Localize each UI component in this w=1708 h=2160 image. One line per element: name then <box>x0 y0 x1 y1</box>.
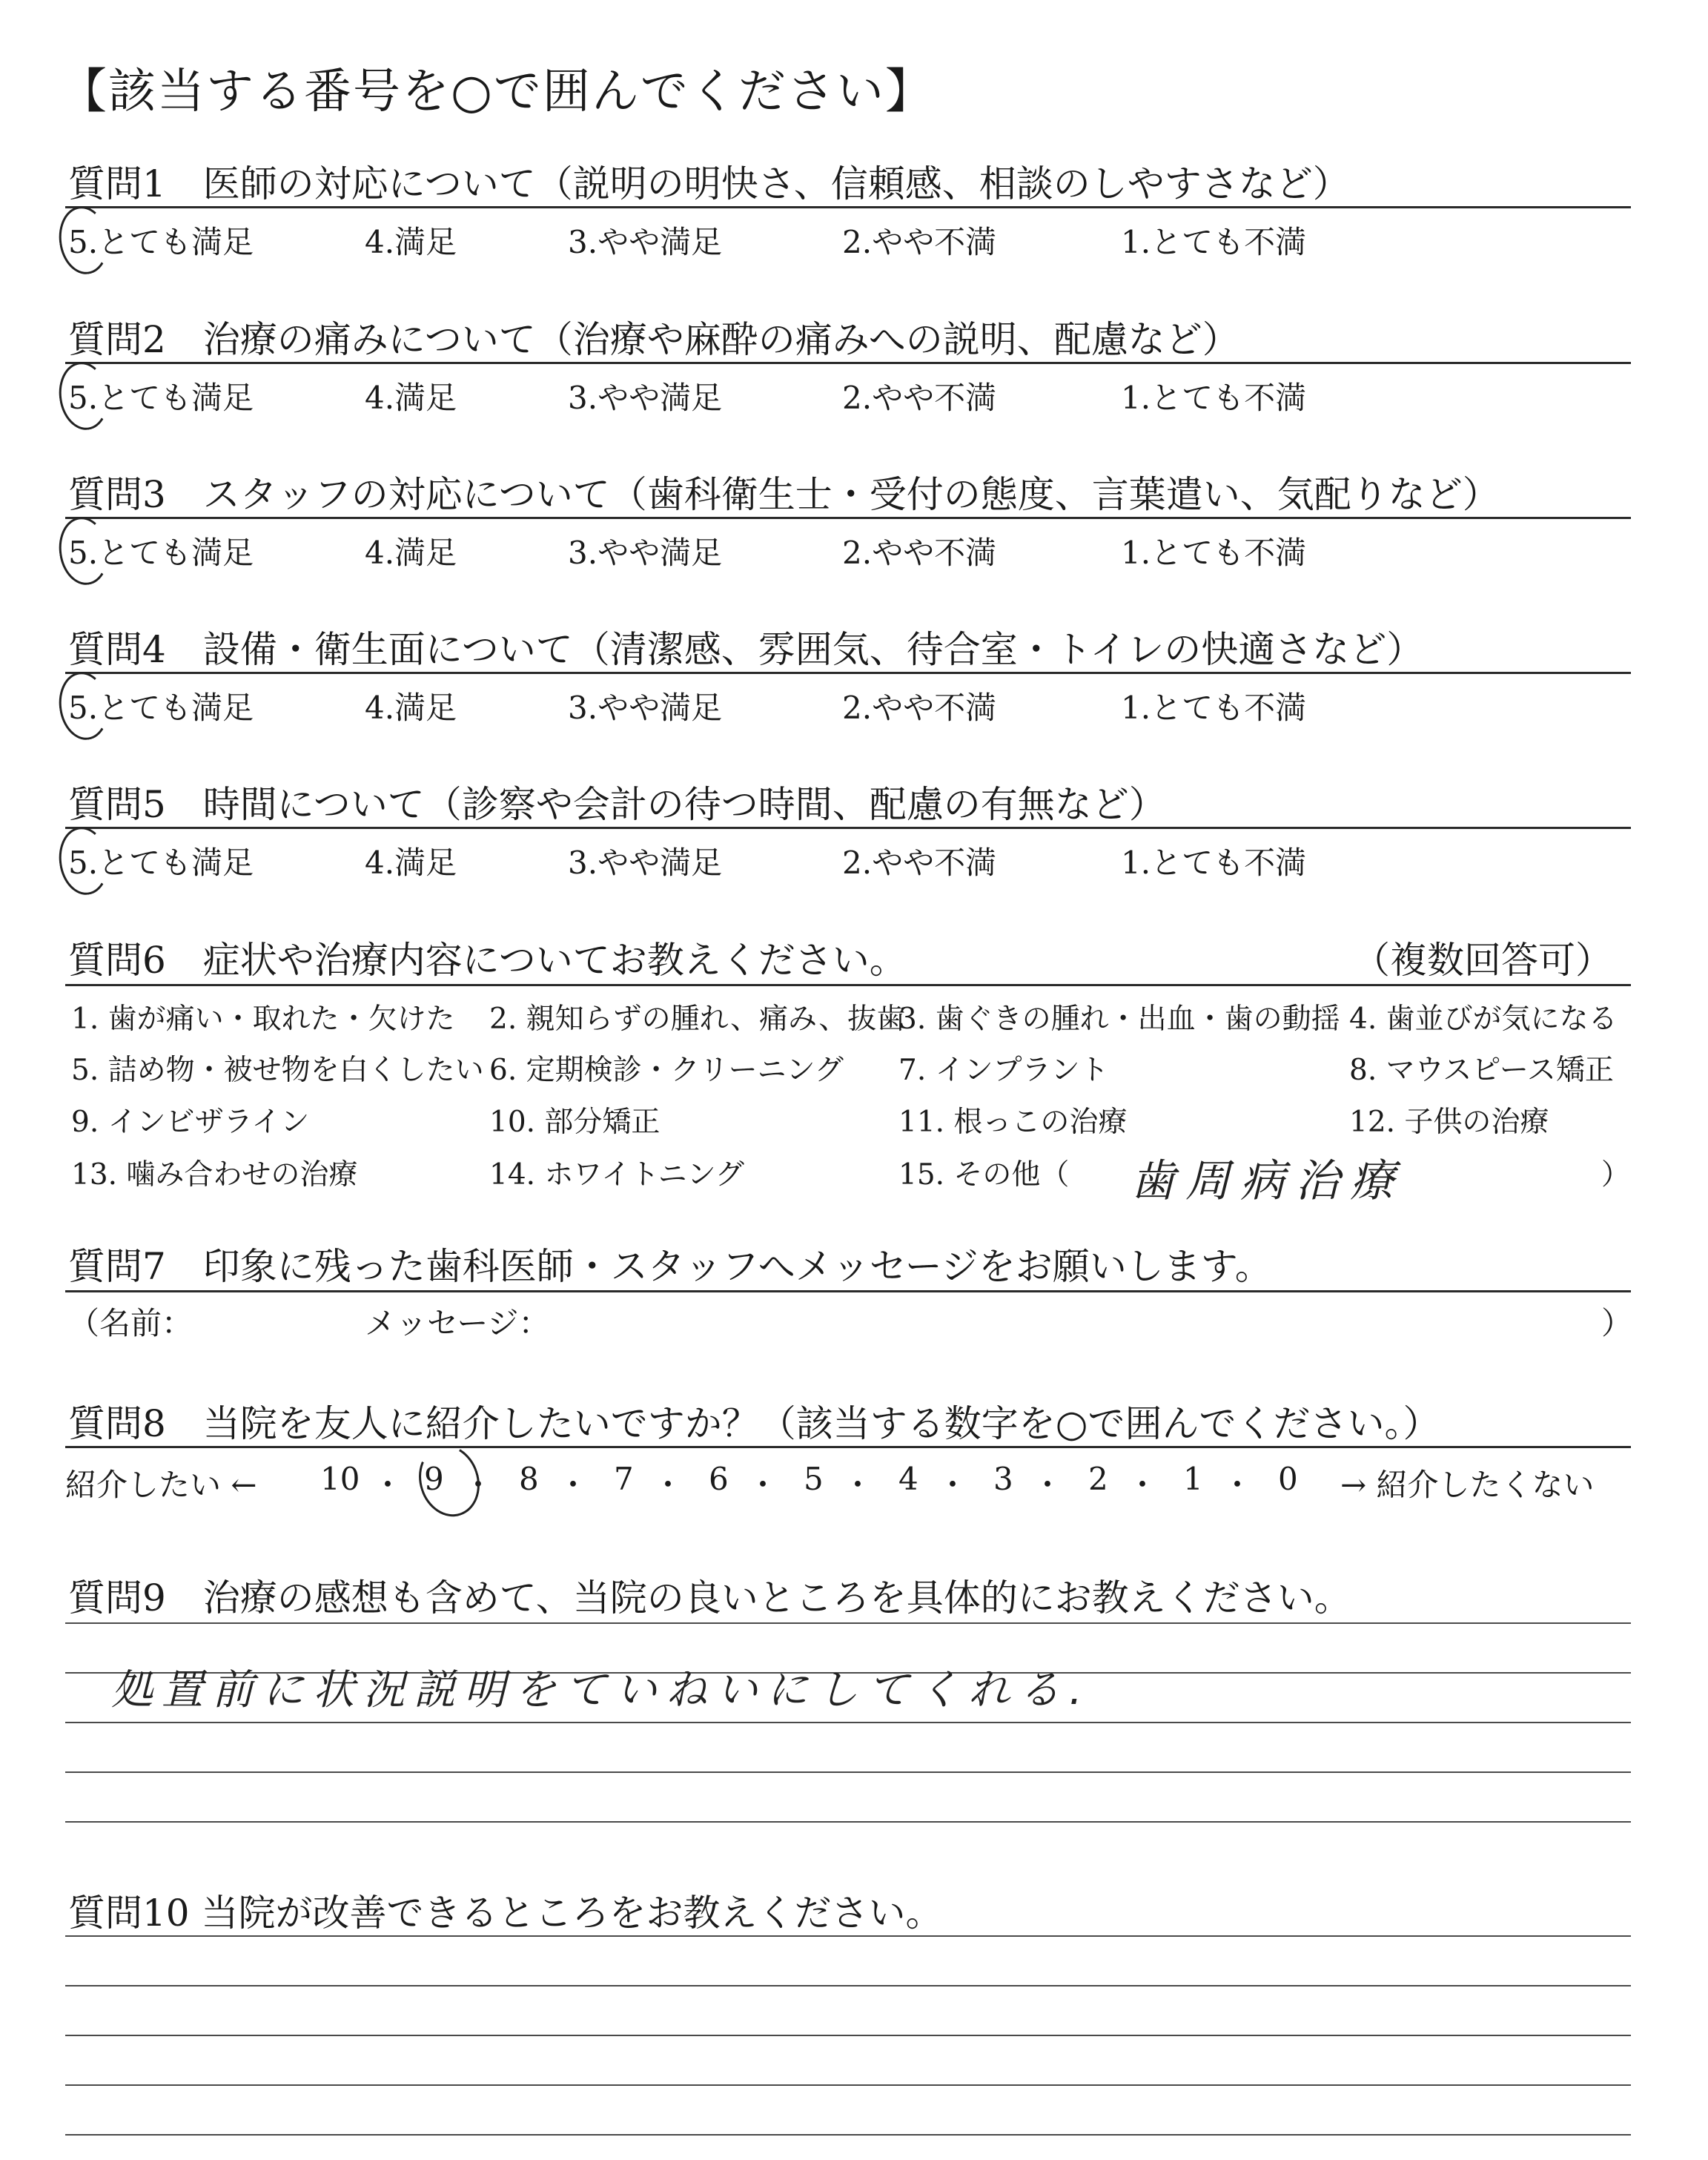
q6-option[interactable]: 3. 歯ぐきの腫れ・出血・歯の動揺 <box>898 1003 1340 1036</box>
q6-note: （複数回答可） <box>1353 939 1612 982</box>
q8-separator: ・ <box>937 1467 969 1503</box>
q6-option[interactable]: 15. その他（ <box>898 1158 1070 1192</box>
q4-option-2[interactable]: 2.やや不満 <box>842 690 997 726</box>
q2-option-1[interactable]: 1.とても不満 <box>1121 380 1307 416</box>
q8-scale-10[interactable]: 10 <box>320 1461 360 1497</box>
q4-option-1[interactable]: 1.とても不満 <box>1121 690 1307 726</box>
q6-option[interactable]: 9. インビザライン <box>71 1106 310 1139</box>
q8-separator: ・ <box>557 1467 589 1503</box>
q4-title: 質問4 設備・衛生面について（清潔感、雰囲気、待合室・トイレの快適さなど） <box>68 628 1424 671</box>
q8-scale-3[interactable]: 3 <box>993 1461 1013 1497</box>
q8-scale-5[interactable]: 5 <box>804 1461 824 1497</box>
q2-option-3[interactable]: 3.やや満足 <box>568 380 723 416</box>
q8-scale-6[interactable]: 6 <box>709 1461 729 1497</box>
q9-title: 質問9 治療の感想も含めて、当院の良いところを具体的にお教えください。 <box>68 1576 1351 1619</box>
q3-option-3[interactable]: 3.やや満足 <box>568 535 723 571</box>
q5-option-4[interactable]: 4.満足 <box>365 845 457 881</box>
q8-scale-1[interactable]: 1 <box>1183 1461 1203 1497</box>
q6-title: 質問6 症状や治療内容についてお教えください。 <box>68 939 907 982</box>
q8-right-label: → 紹介したくない <box>1340 1467 1595 1503</box>
q4-option-5[interactable]: 5.とても満足 <box>68 690 254 726</box>
q8-separator: ・ <box>1127 1467 1159 1503</box>
q2-title: 質問2 治療の痛みについて（治療や麻酔の痛みへの説明、配慮など） <box>68 318 1239 361</box>
q6-option[interactable]: 13. 噛み合わせの治療 <box>71 1158 358 1192</box>
q9-answer-handwritten: 処置前に状況説明をていねいにしてくれる. <box>111 1666 1091 1714</box>
q8-separator: ・ <box>842 1467 874 1503</box>
q1-option-5[interactable]: 5.とても満足 <box>68 224 254 260</box>
q3-selected-circle <box>55 514 113 588</box>
q3-title: 質問3 スタッフの対応について（歯科衛生士・受付の態度、言葉遣い、気配りなど） <box>68 473 1500 516</box>
q7-title: 質問7 印象に残った歯科医師・スタッフへメッセージをお願いします。 <box>68 1245 1272 1288</box>
q8-separator: ・ <box>1222 1467 1254 1503</box>
q8-left-label: 紹介したい ← <box>65 1467 257 1503</box>
q8-separator: ・ <box>372 1467 404 1503</box>
instruction-header: 【該当する番号を○で囲んでください】 <box>59 65 934 119</box>
q8-separator: ・ <box>747 1467 779 1503</box>
q6-option[interactable]: 2. 親知らずの腫れ、痛み、抜歯 <box>489 1003 906 1036</box>
q8-scale-8[interactable]: 8 <box>519 1461 539 1497</box>
q5-selected-circle <box>55 824 113 898</box>
q7-message-label: メッセージ： <box>365 1305 550 1341</box>
q8-scale-0[interactable]: 0 <box>1278 1461 1298 1497</box>
q7-close-paren: ） <box>1601 1305 1633 1341</box>
q1-option-4[interactable]: 4.満足 <box>365 224 457 260</box>
q4-option-4[interactable]: 4.満足 <box>365 690 457 726</box>
q5-option-2[interactable]: 2.やや不満 <box>842 845 997 881</box>
q6-option[interactable]: 8. マウスピース矯正 <box>1349 1054 1614 1087</box>
q10-title: 質問10 当院が改善できるところをお教えください。 <box>68 1892 943 1935</box>
q7-name-label: （名前： <box>68 1305 193 1341</box>
q3-option-4[interactable]: 4.満足 <box>365 535 457 571</box>
q4-option-3[interactable]: 3.やや満足 <box>568 690 723 726</box>
q1-option-1[interactable]: 1.とても不満 <box>1121 224 1307 260</box>
q6-option[interactable]: 12. 子供の治療 <box>1349 1106 1549 1139</box>
q5-option-3[interactable]: 3.やや満足 <box>568 845 723 881</box>
q5-title: 質問5 時間について（診察や会計の待つ時間、配慮の有無など） <box>68 783 1166 826</box>
q6-option[interactable]: 10. 部分矯正 <box>489 1106 661 1139</box>
q3-option-2[interactable]: 2.やや不満 <box>842 535 997 571</box>
q6-option[interactable]: 14. ホワイトニング <box>489 1158 744 1192</box>
q6-option[interactable]: 11. 根っこの治療 <box>898 1106 1128 1139</box>
q8-scale-9[interactable]: 9 <box>424 1461 444 1497</box>
q8-title: 質問8 当院を友人に紹介したいですか？（該当する数字を○で囲んでください。） <box>68 1402 1440 1445</box>
q5-option-1[interactable]: 1.とても不満 <box>1121 845 1307 881</box>
q5-option-5[interactable]: 5.とても満足 <box>68 845 254 881</box>
q6-option[interactable]: 1. 歯が痛い・取れた・欠けた <box>71 1003 455 1036</box>
q8-separator: ・ <box>463 1467 494 1503</box>
q6-other-close-paren: ） <box>1601 1158 1631 1192</box>
q6-option[interactable]: 6. 定期検診・クリーニング <box>489 1054 844 1087</box>
q2-option-4[interactable]: 4.満足 <box>365 380 457 416</box>
q8-separator: ・ <box>1032 1467 1064 1503</box>
q2-option-2[interactable]: 2.やや不満 <box>842 380 997 416</box>
q1-selected-circle <box>55 203 113 277</box>
q8-scale-2[interactable]: 2 <box>1088 1461 1108 1497</box>
q6-option[interactable]: 5. 詰め物・被せ物を白くしたい <box>71 1054 484 1087</box>
q3-option-5[interactable]: 5.とても満足 <box>68 535 254 571</box>
q6-option[interactable]: 4. 歯並びが気になる <box>1349 1003 1618 1036</box>
q1-option-3[interactable]: 3.やや満足 <box>568 224 723 260</box>
q2-option-5[interactable]: 5.とても満足 <box>68 380 254 416</box>
q3-option-1[interactable]: 1.とても不満 <box>1121 535 1307 571</box>
q8-scale-4[interactable]: 4 <box>898 1461 918 1497</box>
q8-selected-circle <box>410 1437 489 1525</box>
q1-option-2[interactable]: 2.やや不満 <box>842 224 997 260</box>
q2-selected-circle <box>55 359 113 433</box>
q8-scale-7[interactable]: 7 <box>614 1461 634 1497</box>
q6-other-handwritten: 歯周病治療 <box>1131 1155 1405 1207</box>
q6-option[interactable]: 7. インプラント <box>898 1054 1109 1087</box>
q4-selected-circle <box>55 669 113 743</box>
q1-title: 質問1 医師の対応について（説明の明快さ、信頼感、相談のしやすさなど） <box>68 162 1350 205</box>
q8-separator: ・ <box>652 1467 684 1503</box>
